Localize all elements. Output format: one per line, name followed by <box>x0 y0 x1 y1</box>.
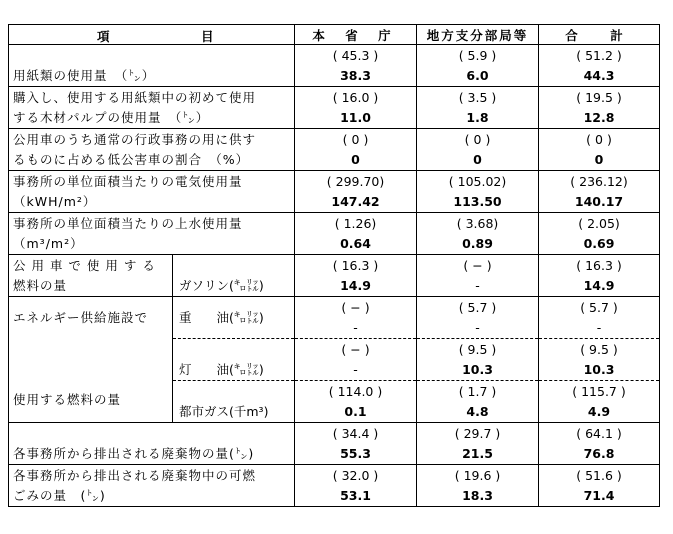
cell-ministry <box>295 465 417 507</box>
row-label <box>9 171 295 213</box>
prev-value: ( 32.0 ) <box>332 467 379 483</box>
cell-regional <box>417 381 539 423</box>
row-label <box>9 45 295 87</box>
cell-regional <box>417 465 539 507</box>
cell-total <box>539 45 660 87</box>
cell-total <box>539 339 660 381</box>
row-waste <box>9 423 660 465</box>
label-line: 各事務所から排出される廃棄物中の可燃 <box>13 467 257 483</box>
prev-value: ( 16.3 ) <box>332 257 379 273</box>
label-line: 購入し、使用する用紙類中の初めて使用 <box>13 89 257 105</box>
group-label-vehicle <box>9 255 173 297</box>
cur-value: 0 <box>594 151 604 167</box>
row-label <box>9 465 295 507</box>
cur-value: 147.42 <box>331 193 380 209</box>
cell-ministry <box>295 297 417 339</box>
row-water <box>9 213 660 255</box>
prev-value: ( 5.7 ) <box>458 299 497 315</box>
row-heavy-oil <box>9 297 660 339</box>
cur-value: - <box>353 319 358 335</box>
cur-value: 53.1 <box>340 487 371 503</box>
header-regional: 地方支分部局等 <box>417 25 539 45</box>
cur-value: 6.0 <box>466 67 489 83</box>
prev-value: ( − ) <box>341 341 370 357</box>
label-line: 公用車のうち通常の行政事務の用に供す <box>13 131 257 147</box>
cur-value: 4.8 <box>466 403 489 419</box>
cell-total <box>539 423 660 465</box>
row-label <box>9 129 295 171</box>
prev-value: ( 115.7 ) <box>572 383 626 399</box>
prev-value: ( − ) <box>463 257 492 273</box>
cur-value: 0.1 <box>344 403 367 419</box>
prev-value: ( 45.3 ) <box>332 47 379 63</box>
prev-value: ( 2.05) <box>578 215 620 231</box>
prev-value: ( 1.26) <box>334 215 377 231</box>
cur-value: 0 <box>473 151 482 167</box>
header-item <box>9 25 295 45</box>
label-line: 事務所の単位面積当たりの上水使用量 <box>13 215 243 231</box>
fuel-label <box>173 339 295 381</box>
prev-value: ( 19.6 ) <box>454 467 501 483</box>
label-line: 重 油(㌔㍑) <box>179 309 264 325</box>
label-line: 燃料の量 <box>13 277 68 293</box>
label-line: 都市ガス(千m³) <box>179 404 269 419</box>
cur-value: 10.3 <box>462 361 493 377</box>
label-line: エネルギー供給施設で <box>13 309 149 325</box>
prev-value: ( 34.4 ) <box>332 425 379 441</box>
cell-ministry <box>295 255 417 297</box>
cell-ministry <box>295 423 417 465</box>
prev-value: ( 0 ) <box>586 131 612 147</box>
cell-regional <box>417 45 539 87</box>
prev-value: ( − ) <box>341 299 370 315</box>
prev-value: ( 105.02) <box>448 173 507 189</box>
cur-value: 18.3 <box>462 487 493 503</box>
cur-value: 0.69 <box>583 235 615 251</box>
data-table <box>8 24 660 507</box>
row-low-emission <box>9 129 660 171</box>
cell-regional <box>417 297 539 339</box>
cur-value: 10.3 <box>583 361 615 377</box>
cell-total <box>539 213 660 255</box>
header-item-b: 目 <box>201 29 214 44</box>
cur-value: 0.89 <box>462 235 493 251</box>
cell-total <box>539 297 660 339</box>
cell-total <box>539 255 660 297</box>
label-line: （m³/m²） <box>13 235 84 251</box>
prev-value: ( 5.7 ) <box>580 299 618 315</box>
cell-regional <box>417 423 539 465</box>
row-pulp <box>9 87 660 129</box>
cur-value: 14.9 <box>340 277 371 293</box>
label-line: ごみの量 (㌧) <box>13 487 106 503</box>
cell-ministry <box>295 87 417 129</box>
cell-ministry <box>295 213 417 255</box>
row-label <box>9 423 295 465</box>
label-line: 事務所の単位面積当たりの電気使用量 <box>13 173 243 189</box>
cell-regional <box>417 255 539 297</box>
cur-value: 12.8 <box>583 109 615 125</box>
group-label-energy <box>9 297 173 423</box>
prev-value: ( 51.2 ) <box>576 47 622 63</box>
label-line: する木材パルプの使用量 （㌧） <box>13 109 210 125</box>
cell-regional <box>417 339 539 381</box>
label-line: 灯 油(㌔㍑) <box>179 362 264 377</box>
prev-value: ( 29.7 ) <box>454 425 501 441</box>
prev-value: ( 3.68) <box>456 215 499 231</box>
cur-value: 38.3 <box>340 67 371 83</box>
cell-ministry <box>295 129 417 171</box>
label-line: （kWH/m²） <box>13 193 97 209</box>
cell-total <box>539 171 660 213</box>
cell-regional <box>417 213 539 255</box>
row-gasoline <box>9 255 660 297</box>
header-item-a: 項 <box>97 29 110 44</box>
header-total: 合 計 <box>539 25 660 45</box>
label-line: 使用する燃料の量 <box>13 391 122 407</box>
cur-value: - <box>475 319 480 335</box>
cur-value: 71.4 <box>583 487 615 503</box>
prev-value: ( 64.1 ) <box>576 425 622 441</box>
prev-value: ( 16.0 ) <box>332 89 379 105</box>
cur-value: - <box>475 277 480 293</box>
cur-value: 14.9 <box>583 277 615 293</box>
prev-value: ( 51.6 ) <box>576 467 622 483</box>
prev-value: ( 0 ) <box>464 131 491 147</box>
prev-value: ( 3.5 ) <box>458 89 497 105</box>
cell-regional <box>417 87 539 129</box>
cur-value: 21.5 <box>462 445 493 461</box>
cur-value: - <box>596 319 602 335</box>
label-line: 各事務所から排出される廃棄物の量(㌧) <box>13 446 255 461</box>
prev-value: ( 114.0 ) <box>328 383 383 399</box>
cur-value: 4.9 <box>587 403 611 419</box>
label-line: 公 用 車 で 使 用 す る <box>13 257 156 273</box>
fuel-label <box>173 255 295 297</box>
cell-total <box>539 129 660 171</box>
cur-value: - <box>353 361 358 377</box>
fuel-label <box>173 381 295 423</box>
row-label <box>9 213 295 255</box>
cur-value: 44.3 <box>583 67 615 83</box>
prev-value: ( 1.7 ) <box>458 383 497 399</box>
prev-value: ( 0 ) <box>342 131 369 147</box>
cur-value: 113.50 <box>453 193 502 209</box>
prev-value: ( 5.9 ) <box>458 47 497 63</box>
row-label <box>9 87 295 129</box>
header-ministry: 本 省 庁 <box>295 25 417 45</box>
cell-ministry <box>295 171 417 213</box>
row-paper <box>9 45 660 87</box>
label-line: 用紙類の使用量 （㌧） <box>13 68 156 83</box>
cell-ministry <box>295 381 417 423</box>
cell-ministry <box>295 339 417 381</box>
cur-value: 76.8 <box>583 445 615 461</box>
prev-value: ( 299.70) <box>326 173 385 189</box>
cell-regional <box>417 171 539 213</box>
prev-value: ( 236.12) <box>570 173 628 189</box>
cur-value: 0 <box>351 151 360 167</box>
cur-value: 1.8 <box>466 109 489 125</box>
cell-total <box>539 381 660 423</box>
prev-value: ( 9.5 ) <box>458 341 497 357</box>
cur-value: 140.17 <box>574 193 624 209</box>
prev-value: ( 9.5 ) <box>580 341 618 357</box>
label-line: ガソリン(㌔㍑) <box>179 278 264 293</box>
cell-total <box>539 87 660 129</box>
cell-ministry <box>295 45 417 87</box>
prev-value: ( 16.3 ) <box>576 257 622 273</box>
header-row <box>9 25 660 45</box>
cell-regional <box>417 129 539 171</box>
prev-value: ( 19.5 ) <box>576 89 622 105</box>
row-burnable <box>9 465 660 507</box>
fuel-label <box>173 297 295 339</box>
cur-value: 11.0 <box>340 109 371 125</box>
cur-value: 55.3 <box>340 445 371 461</box>
cur-value: 0.64 <box>340 235 371 251</box>
cell-total <box>539 465 660 507</box>
label-line: るものに占める低公害車の割合 （%） <box>13 151 250 167</box>
row-electricity <box>9 171 660 213</box>
